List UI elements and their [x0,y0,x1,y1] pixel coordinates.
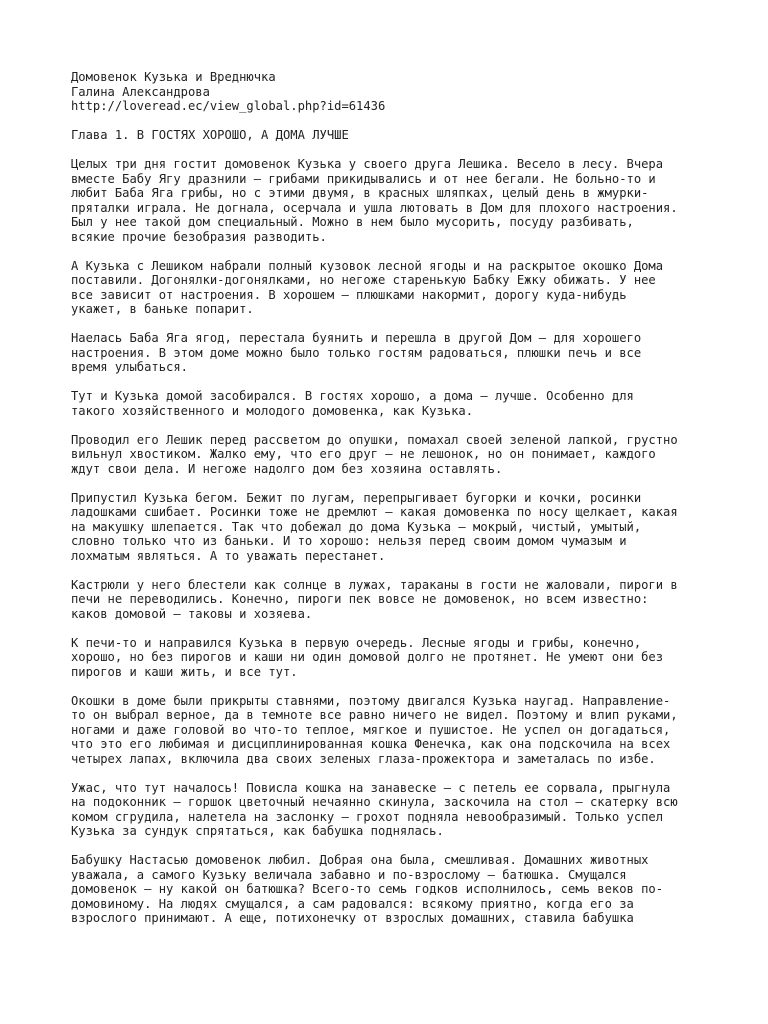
spacer [71,476,703,491]
paragraph-line: что это его любимая и дисциплинированная кошка Фенечка, как она подскочила на всех [71,737,671,751]
paragraph-line: такого хозяйственного и молодого домовенка, как Кузька. [71,403,474,418]
spacer [71,418,703,433]
spacer [71,244,703,259]
paragraph [71,259,703,317]
paragraph-line: печи не переводились. Конечно, пироги пек вовсе не домовенок, но всем известно: [71,592,649,606]
paragraph-line: Ужас, что тут началось! Повисла кошка на занавеске — с петель ее сорвала, прыгнула [71,780,671,795]
spacer [71,839,703,854]
paragraph-line: все зависит от настроения. В хорошем — плюшками накормит, дорогу куда-нибудь [71,287,627,302]
paragraph [71,578,703,622]
spacer [71,621,703,636]
spacer [71,563,703,578]
paragraph-line: Бабушку Настасью домовенок любил. Добрая она была, смешливая. Домашних животных [71,853,649,867]
paragraph-line: каков домовой — таковы и хозяева. [71,606,313,621]
paragraph-line: то он выбрал верное, да в темноте все равно ничего не видел. Поэтому и влип руками, [71,708,678,722]
paragraph [71,433,703,477]
paragraph-line: четырех лапах, включила два своих зеленых глаза-прожектора и заметалась по избе. [71,751,656,766]
spacer [71,114,703,129]
paragraph-line: взрослого принимают. А еще, потихонечку от взрослых домашних, ставила бабушка [71,911,634,925]
spacer [71,317,703,332]
paragraph [71,331,703,375]
paragraph-line: ждут свои дела. И негоже надолго дом без хозяина оставлять. [71,461,503,476]
paragraph-line: Был у нее такой дом специальный. Можно в нем было мусорить, посуду разбивать, [71,215,634,229]
paragraph-line: пирогов и каши жить, и все тут. [71,664,298,679]
book-author: Галина Александрова [71,84,210,99]
paragraph-line: Припустил Кузька бегом. Бежит по лугам, перепрыгивает бугорки и кочки, росинки [71,490,642,505]
paragraph [71,781,703,839]
paragraph-line: К печи-то и направился Кузька в первую очередь. Лесные ягоды и грибы, конечно, [71,635,642,650]
paragraph-line: Окошки в доме были прикрыты ставнями, поэтому двигался Кузька наугад. Направление- [71,693,671,708]
paragraph-line: домовиному. На людях смущался, а сам радовался: всякому приятно, когда его за [71,896,634,911]
paragraph-line: ногами и даже головой во что-то теплое, мягкое и пушистое. Не успел он догадаться, [71,722,671,737]
paragraph-line: вильнул хвостиком. Жалко ему, что его друг — не лешонок, но он понимает, каждого [71,447,656,461]
paragraph-line: Проводил его Лешик перед рассветом до опушки, помахал своей зеленой лапкой, грустно [71,432,678,447]
paragraph-line: словно только что из баньки. И то хорошо: нельзя перед своим домом чумазым и [71,534,627,548]
paragraph [71,157,703,244]
paragraph-line: Наелась Баба Яга ягод, перестала буянить и перешла в другой Дом — для хорошего [71,331,642,345]
paragraph-line: настроения. В этом доме можно было только гостям радоваться, плюшки печь и все [71,345,642,360]
paragraph-line: комом сгрудила, налетела на заслонку — грохот подняла невообразимый. Только успел [71,809,664,824]
paragraph [71,491,703,564]
paragraph-line: лохматым являться. А то уважать перестанет. [71,548,386,563]
paragraph-line: Кузька за сундук спрятаться, как бабушка поднялась. [71,824,444,838]
paragraph-line: всякие прочие безобразия разводить. [71,229,327,244]
chapter-title: Глава 1. В ГОСТЯХ ХОРОШО, А ДОМА ЛУЧШЕ [71,128,349,142]
paragraph-line: на макушку шлепается. Так что добежал до дома Кузька — мокрый, чистый, умытый, [71,519,642,534]
spacer [71,143,703,158]
paragraph [71,853,703,926]
paragraph [71,389,703,418]
paragraph-line: хорошо, но без пирогов и каши ни один домовой долго не протянет. Не умеют они без [71,650,664,664]
body-text [71,157,703,926]
spacer [71,679,703,694]
paragraph-line: укажет, в баньке попарит. [71,302,254,316]
paragraph-line: любит Баба Яга грибы, но с этими двумя, в красных шляпках, целый день в жмурки- [71,186,649,200]
paragraph-line: Целых три дня гостит домовенок Кузька у своего друга Лешика. Весело в лесу. Вчера [71,157,664,171]
paragraph-line: поставили. Догонялки-догонялками, но негоже старенькую Бабку Ежку обижать. У нее [71,273,656,287]
paragraph-line: уважала, а самого Кузьку величала забавно и по-взрослому — батюшка. Смущался [71,867,627,882]
paragraph-line: Кастрюли у него блестели как солнце в лужах, тараканы в гости не жаловали, пироги в [71,577,678,592]
spacer [71,766,703,781]
document-page [71,70,703,926]
paragraph-line: Тут и Кузька домой засобирался. В гостях хорошо, а дома — лучше. Особенно для [71,389,634,403]
spacer [71,375,703,390]
paragraph [71,694,703,767]
paragraph [71,636,703,680]
book-title: Домовенок Кузька и Вреднючка [71,70,276,84]
paragraph-line: на подоконник — горшок цветочный нечаянно скинула, заскочила на стол — скатерку всю [71,795,678,809]
paragraph-line: А Кузька с Лешиком набрали полный кузовок лесной ягоды и на раскрытое окошко Дома [71,258,664,273]
paragraph-line: ладошками сшибает. Росинки тоже не дремлют — какая домовенка по носу щелкает, какая [71,505,678,519]
paragraph-line: время улыбаться. [71,360,188,374]
source-url: http://loveread.ec/view_global.php?id=61436 [71,99,386,113]
paragraph-line: пряталки играла. Не догнала, осерчала и ушла лютовать в Дом для плохого настроения. [71,200,678,215]
paragraph-line: вместе Бабу Ягу дразнили — грибами прикидывались и от нее бегали. Не больно-то и [71,171,656,186]
paragraph-line: домовенок — ну какой он батюшка? Всего-то семь годков исполнилось, семь веков по- [71,882,664,896]
